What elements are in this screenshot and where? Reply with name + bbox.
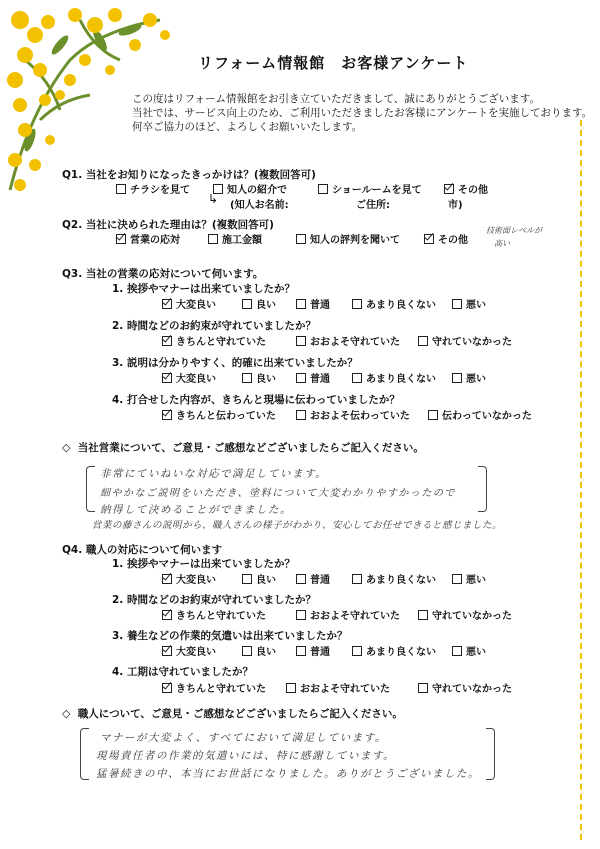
q3-2-option[interactable]: きちんと守れていた: [162, 333, 266, 348]
checkbox[interactable]: [352, 299, 362, 309]
checkbox-checked[interactable]: [162, 299, 172, 309]
q2-other-note: 技術面レベルが: [486, 226, 542, 235]
sales-comment-bracket-right: [478, 466, 487, 512]
q4-2-option[interactable]: おおよそ守れていた: [296, 607, 400, 622]
checkbox[interactable]: [116, 184, 126, 194]
q1-option[interactable]: 知人の紹介で: [213, 181, 287, 196]
q4-item-label: 1. 挨拶やマナーは出来ていましたか？: [112, 558, 295, 570]
checkbox[interactable]: [286, 683, 296, 693]
checkbox[interactable]: [418, 683, 428, 693]
q4-1-option[interactable]: 良い: [242, 571, 276, 586]
checkbox-checked[interactable]: [424, 234, 434, 244]
checkbox-checked[interactable]: [162, 574, 172, 584]
q4-1-option[interactable]: 悪い: [452, 571, 486, 586]
checkbox[interactable]: [428, 410, 438, 420]
diamond-icon: ◇: [62, 707, 71, 720]
q4-3-option[interactable]: 悪い: [452, 643, 486, 658]
intro-line: 当社では、サービス向上のため、ご利用いただきましたお客様にアンケートを実施しております。: [132, 107, 593, 119]
checkbox[interactable]: [296, 410, 306, 420]
checkbox[interactable]: [296, 299, 306, 309]
q4-4-option[interactable]: おおよそ守れていた: [286, 680, 390, 695]
q4-item-label: 3. 養生などの作業的気遣いは出来ていましたか？: [112, 630, 348, 642]
q1-option[interactable]: ショールームを見て: [318, 181, 422, 196]
q3-2-option[interactable]: 守れていなかった: [418, 333, 512, 348]
q4-item-label: 2. 時間などのお約束が守れていましたか？: [112, 594, 316, 606]
q3-item-label: 4. 打合せした内容が、きちんと現場に伝わっていましたか？: [112, 394, 400, 406]
q4-4-option[interactable]: 守れていなかった: [418, 680, 512, 695]
q4-3-option[interactable]: あまり良くない: [352, 643, 436, 658]
workers-comment-line: マナーが大変よく、すべてにおいて満足しています。: [100, 732, 387, 744]
checkbox-checked[interactable]: [162, 410, 172, 420]
sales-comment-label: ◇ 当社営業について、ご意見・ご感想などございましたらご記入ください。: [62, 441, 424, 454]
checkbox-checked[interactable]: [162, 610, 172, 620]
q3-3-option[interactable]: 悪い: [452, 370, 486, 385]
checkbox[interactable]: [452, 646, 462, 656]
q3-3-option[interactable]: 普通: [296, 370, 330, 385]
q3-4-option[interactable]: きちんと伝わっていた: [162, 407, 276, 422]
q3-1-option[interactable]: 大変良い: [162, 296, 216, 311]
q4-4-option[interactable]: きちんと守れていた: [162, 680, 266, 695]
workers-comment-bracket-right: [486, 728, 495, 780]
q3-1-option[interactable]: 普通: [296, 296, 330, 311]
checkbox[interactable]: [452, 373, 462, 383]
q3-item-label: 3. 説明は分かりやすく、的確に出来ていましたか？: [112, 357, 358, 369]
checkbox[interactable]: [418, 610, 428, 620]
q3-3-option[interactable]: 大変良い: [162, 370, 216, 385]
q4-3-option[interactable]: 普通: [296, 643, 330, 658]
arrow-icon: ↳: [208, 192, 219, 206]
checkbox-checked[interactable]: [162, 646, 172, 656]
sales-comment-line: 細やかなご説明をいただき、塗料について大変わかりやすかったので: [100, 488, 456, 499]
q3-label: Q3. 当社の営業の応対について伺います。: [62, 268, 264, 280]
q2-label: Q2. 当社に決められた理由は？(複数回答可): [62, 219, 274, 231]
checkbox[interactable]: [296, 610, 306, 620]
checkbox[interactable]: [242, 646, 252, 656]
q3-4-option[interactable]: 伝わっていなかった: [428, 407, 532, 422]
checkbox[interactable]: [318, 184, 328, 194]
decorative-dashed-border: [580, 120, 582, 840]
q2-other-note: 高い: [494, 239, 510, 248]
q2-option[interactable]: 営業の応対: [116, 231, 180, 246]
q3-3-option[interactable]: 良い: [242, 370, 276, 385]
q4-1-option[interactable]: 大変良い: [162, 571, 216, 586]
sales-comment-line: 営業の藤さんの説明から、職人さんの様子がわかり、安心してお任せできると感じました。: [92, 520, 503, 531]
intro-line: この度はリフォーム情報館をお引き立ていただきまして、誠にありがとうございます。: [132, 93, 540, 105]
checkbox[interactable]: [242, 299, 252, 309]
checkbox[interactable]: [352, 574, 362, 584]
q4-label: Q4. 職人の対応について伺います: [62, 544, 223, 556]
workers-comment-line: 猛暑続きの中、本当にお世話になりました。ありがとうございました。: [96, 768, 480, 780]
checkbox[interactable]: [296, 373, 306, 383]
checkbox[interactable]: [452, 574, 462, 584]
checkbox[interactable]: [296, 646, 306, 656]
q3-2-option[interactable]: おおよそ守れていた: [296, 333, 400, 348]
checkbox[interactable]: [352, 646, 362, 656]
checkbox-checked[interactable]: [162, 683, 172, 693]
q4-1-option[interactable]: あまり良くない: [352, 571, 436, 586]
checkbox[interactable]: [296, 336, 306, 346]
q1-option[interactable]: チラシを見て: [116, 181, 190, 196]
workers-comment-label: ◇ 職人について、ご意見・ご感想などございましたらご記入ください。: [62, 707, 403, 720]
checkbox-checked[interactable]: [162, 373, 172, 383]
checkbox[interactable]: [242, 373, 252, 383]
sales-comment-line: 非常にていねいな対応で満足しています。: [100, 468, 328, 480]
q2-option[interactable]: 施工金額: [208, 231, 262, 246]
workers-comment-bracket-left: [80, 728, 89, 780]
workers-comment-line: 現場責任者の作業的気遣いには、特に感謝しています。: [96, 750, 396, 762]
q1-referrer-label: (知人お名前:: [230, 200, 289, 211]
q4-1-option[interactable]: 普通: [296, 571, 330, 586]
diamond-icon: ◇: [62, 441, 71, 454]
q4-2-option[interactable]: きちんと守れていた: [162, 607, 266, 622]
checkbox-checked[interactable]: [116, 234, 126, 244]
sales-comment-line: 納得して決めることができました。: [100, 504, 292, 516]
checkbox-checked[interactable]: [444, 184, 454, 194]
q3-4-option[interactable]: おおよそ伝わっていた: [296, 407, 410, 422]
q1-option[interactable]: その他: [444, 181, 488, 196]
q2-option[interactable]: その他: [424, 231, 468, 246]
checkbox[interactable]: [296, 234, 306, 244]
checkbox[interactable]: [296, 574, 306, 584]
q4-3-option[interactable]: 大変良い: [162, 643, 216, 658]
checkbox-checked[interactable]: [162, 336, 172, 346]
q4-2-option[interactable]: 守れていなかった: [418, 607, 512, 622]
intro-line: 何卒ご協力のほど、よろしくお願いいたします。: [132, 121, 363, 133]
q1-address-value: 市): [448, 200, 463, 211]
q3-item-label: 2. 時間などのお約束が守れていましたか？: [112, 320, 316, 332]
q3-1-option[interactable]: あまり良くない: [352, 296, 436, 311]
checkbox[interactable]: [208, 234, 218, 244]
checkbox[interactable]: [452, 299, 462, 309]
q3-1-option[interactable]: 良い: [242, 296, 276, 311]
q1-address-label: ご住所:: [356, 200, 390, 211]
q2-option[interactable]: 知人の評判を聞いて: [296, 231, 400, 246]
q4-item-label: 4. 工期は守れていましたか？: [112, 666, 253, 678]
sales-comment-bracket-left: [86, 466, 95, 512]
checkbox[interactable]: [242, 574, 252, 584]
checkbox[interactable]: [352, 373, 362, 383]
q3-1-option[interactable]: 悪い: [452, 296, 486, 311]
q4-3-option[interactable]: 良い: [242, 643, 276, 658]
q1-label: Q1. 当社をお知りになったきっかけは？(複数回答可): [62, 169, 316, 181]
page-title: リフォーム情報館 お客様アンケート: [198, 54, 469, 72]
q3-3-option[interactable]: あまり良くない: [352, 370, 436, 385]
checkbox[interactable]: [418, 336, 428, 346]
q3-item-label: 1. 挨拶やマナーは出来ていましたか？: [112, 283, 295, 295]
